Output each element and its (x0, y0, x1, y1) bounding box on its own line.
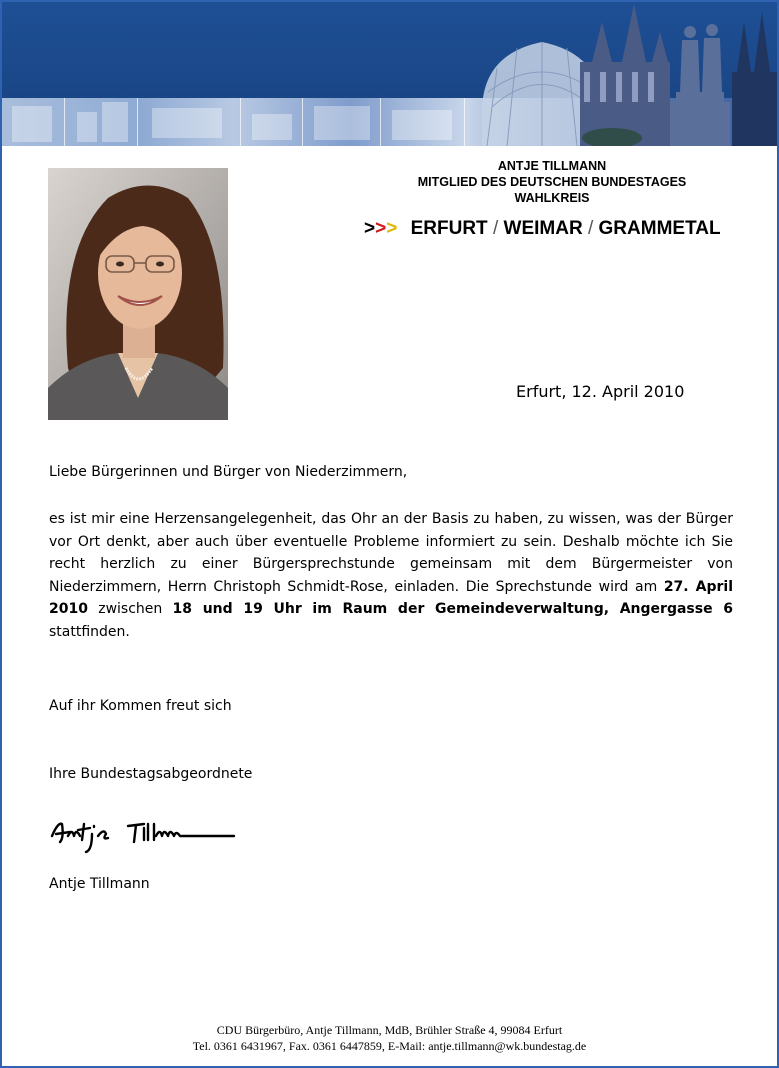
signer-name: Antje Tillmann (49, 876, 150, 892)
arrow-2: > (375, 218, 387, 239)
signer-role: Ihre Bundestagsabgeordnete (49, 766, 253, 782)
letter-date: Erfurt, 12. April 2010 (516, 382, 685, 401)
district-label: WAHLKREIS (514, 191, 590, 205)
handwritten-signature (48, 814, 248, 854)
city-erfurt: ERFURT (410, 218, 488, 239)
arrow-marks (364, 218, 397, 239)
landmarks-illustration (2, 2, 777, 146)
city-separator: / (587, 218, 594, 239)
arrow-1: > (364, 218, 376, 239)
footer-address: CDU Bürgerbüro, Antje Tillmann, MdB, Brühler Straße 4, 99084 Erfurt (216, 1023, 563, 1037)
paragraph-text-3: stattfinden. (49, 623, 130, 640)
appointment-date: 27. April 2010 (49, 578, 733, 617)
letter-footer (2, 1022, 777, 1054)
paragraph-text-2: zwischen (87, 601, 173, 617)
cathedral-silhouette (580, 4, 670, 146)
statue-silhouette (670, 24, 730, 146)
letter-closing: Auf ihr Kommen freut sich (49, 698, 232, 714)
letter-greeting: Liebe Bürgerinnen und Bürger von Niederzimmern, (49, 464, 408, 480)
district-cities (364, 218, 721, 240)
arrow-3: > (386, 218, 398, 239)
sender-role: MITGLIED DES DEUTSCHEN BUNDESTAGES (417, 175, 687, 189)
footer-contact: Tel. 0361 6431967, Fax. 0361 6447859, E-Mail: antje.tillmann@wk.bundestag.de (192, 1039, 587, 1053)
appointment-time-place: 18 und 19 Uhr im Raum der Gemeindeverwaltung, Angergasse 6 (172, 601, 733, 617)
paragraph-text-1: es ist mir eine Herzensangelegenheit, das Ohr an der Basis zu haben, zu wissen, was der Bürger vor Ort denkt, aber auch über eventuelle Probleme informiert zu sein. Deshalb möchte ich Sie recht herzlich zu einer Bürgersprechstunde gemeinsam mit dem Bürgermeister von Niederzimmern, Herrn Christoph Schmidt-Rose, einladen. Die Sprechstunde wird am (49, 511, 733, 595)
church-silhouette (732, 12, 777, 146)
city-grammetal: GRAMMETAL (598, 218, 721, 239)
city-weimar: WEIMAR (503, 218, 583, 239)
sender-header (372, 158, 732, 206)
header-banner (2, 2, 777, 146)
city-separator: / (492, 218, 499, 239)
portrait-photo (48, 168, 228, 420)
sender-name: ANTJE TILLMANN (497, 159, 607, 173)
letter-paragraph (49, 508, 733, 643)
